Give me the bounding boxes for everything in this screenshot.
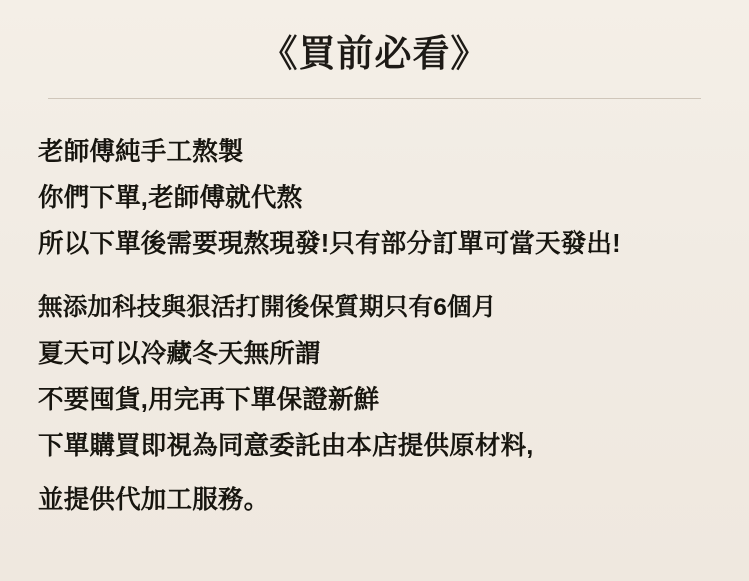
text-line: 下單購買即視為同意委託由本店提供原材料,	[38, 432, 534, 461]
line-spacer	[38, 469, 711, 477]
text-line: 並提供代加工服務。	[38, 486, 270, 515]
section-handmade	[0, 129, 749, 267]
paragraph-spacer	[0, 267, 749, 285]
text-line: 夏天可以冷藏冬天無所謂	[38, 340, 321, 369]
text-line: 不要囤貨,用完再下單保證新鮮	[38, 386, 380, 415]
section-storage	[0, 285, 749, 523]
page-title: 《買前必看》	[260, 33, 489, 74]
text-line: 所以下單後需要現熬現發!只有部分訂單可當天發出!	[38, 230, 621, 259]
text-line: 無添加科技與狠活打開後保質期只有6個月	[38, 294, 497, 322]
document-body	[0, 99, 749, 523]
text-line: 你們下單,老師傅就代熬	[38, 184, 303, 213]
text-line: 老師傅純手工熬製	[38, 138, 244, 167]
